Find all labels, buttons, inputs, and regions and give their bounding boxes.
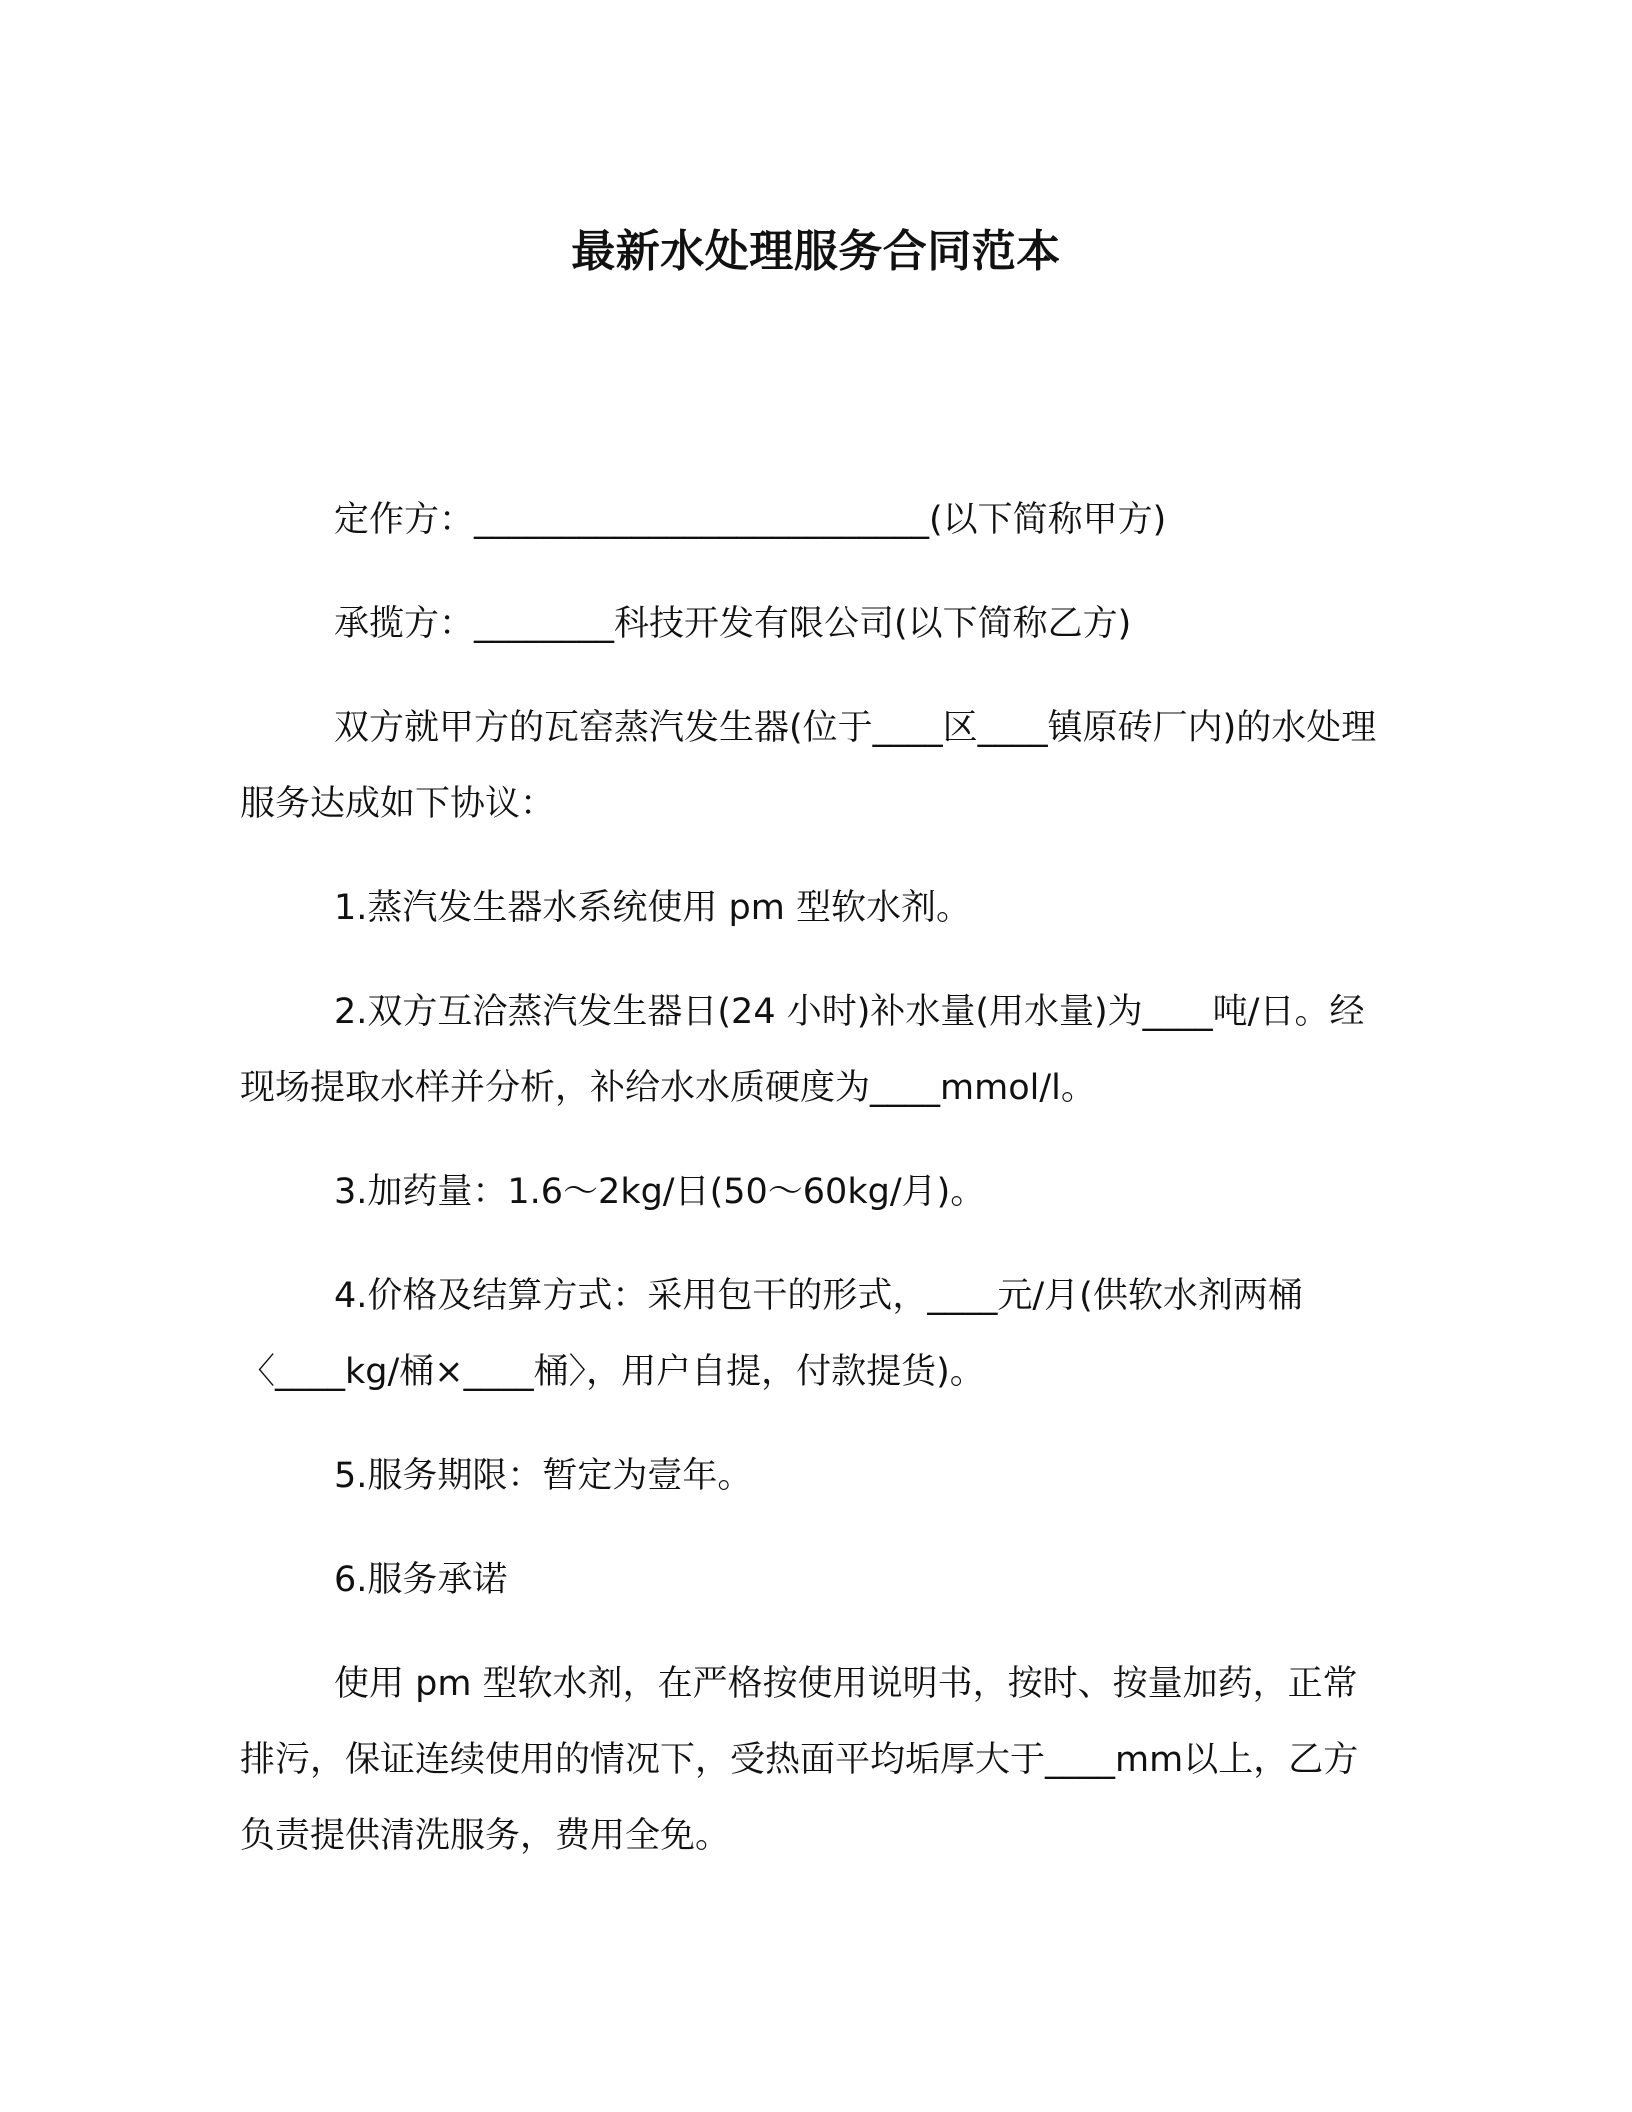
clause-2: 2.双方互洽蒸汽发生器日(24 小时)补水量(用水量)为____吨/日。经现场提取水样并分析，补给水水质硬度为____mmol/l。 — [240, 992, 1365, 1108]
clause-4: 4.价格及结算方式：采用包干的形式，____元/月(供软水剂两桶〈____kg/桶×____桶〉，用户自提，付款提货)。 — [240, 1276, 1303, 1392]
contract-body — [240, 482, 1390, 1874]
clause-6-body: 使用 pm 型软水剂，在严格按使用说明书，按时、按量加药，正常排污，保证连续使用的情况下，受热面平均垢厚大于____mm以上，乙方负责提供清洗服务，费用全免。 — [240, 1664, 1359, 1856]
clause-6-heading: 6.服务承诺 — [334, 1560, 508, 1600]
agreement-intro: 双方就甲方的瓦窑蒸汽发生器(位于____区____镇原砖厂内)的水处理服务达成如下协议： — [240, 708, 1377, 824]
clause-5: 5.服务期限：暂定为壹年。 — [334, 1456, 753, 1496]
document-title: 最新水处理服务合同范本 — [571, 226, 1061, 277]
party-a-line: 定作方：__________________________(以下简称甲方) — [334, 500, 1167, 540]
party-b-line: 承揽方：________科技开发有限公司(以下简称乙方) — [334, 604, 1132, 644]
clause-1: 1.蒸汽发生器水系统使用 pm 型软水剂。 — [334, 888, 971, 928]
clause-3: 3.加药量：1.6～2kg/日(50～60kg/月)。 — [334, 1172, 986, 1212]
